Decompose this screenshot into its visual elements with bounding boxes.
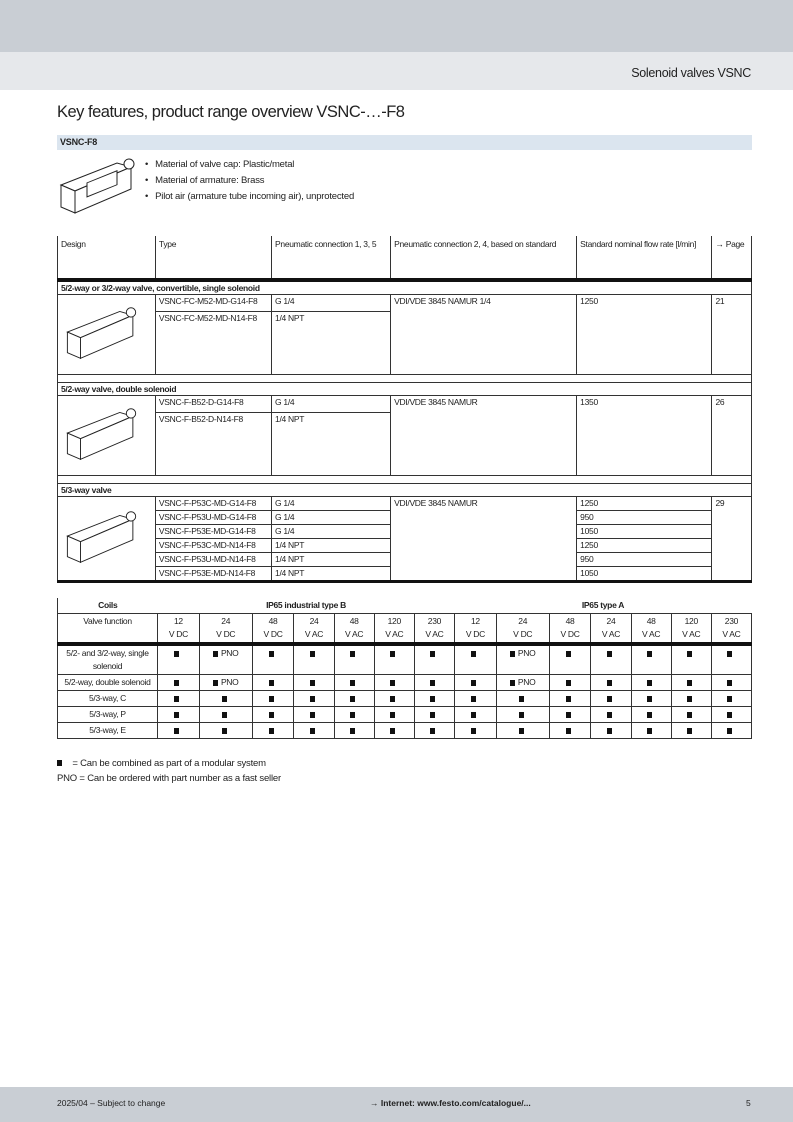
voltage-value: 120: [387, 616, 401, 626]
product-range-table: [57, 236, 752, 583]
square-icon: [510, 651, 515, 657]
voltage-header: [374, 614, 414, 645]
coils-label: Coils: [58, 598, 158, 614]
availability-cell: [631, 644, 671, 675]
availability-cell: [549, 707, 591, 723]
valve-function: 5/2-way, double solenoid: [58, 675, 158, 691]
availability-cell: [454, 723, 496, 739]
square-icon: [57, 760, 62, 766]
footer: [0, 1087, 793, 1122]
page-link[interactable]: 26: [712, 396, 752, 476]
square-icon: [430, 728, 435, 734]
footer-link[interactable]: → Internet: www.festo.com/catalogue/...: [370, 1098, 531, 1108]
pno-badge: PNO: [220, 677, 239, 687]
table-row: [58, 691, 752, 707]
flow-cell: 950: [577, 511, 712, 525]
square-icon: [430, 651, 435, 657]
voltage-unit: V AC: [385, 629, 404, 639]
availability-cell: [199, 675, 252, 691]
square-icon: [310, 712, 315, 718]
type-cell: VSNC-FC-M52-MD-G14-F8: [155, 295, 271, 312]
square-icon: [519, 696, 524, 702]
type-cell: VSNC-F-P53E-MD-N14-F8: [155, 567, 271, 582]
square-icon: [607, 712, 612, 718]
square-icon: [607, 696, 612, 702]
square-icon: [647, 712, 652, 718]
availability-cell: [294, 707, 334, 723]
availability-cell: [549, 723, 591, 739]
voltage-header: [496, 614, 549, 645]
availability-cell: [252, 675, 294, 691]
type-cell: VSNC-FC-M52-MD-N14-F8: [155, 311, 271, 374]
availability-cell: [374, 691, 414, 707]
standard-cell: VDI/VDE 3845 NAMUR 1/4: [391, 295, 577, 375]
square-icon: [647, 651, 652, 657]
square-icon: [350, 712, 355, 718]
type-cell: VSNC-F-P53E-MD-G14-F8: [155, 525, 271, 539]
voltage-value: 24: [221, 616, 231, 626]
availability-cell: [671, 707, 711, 723]
availability-cell: [454, 691, 496, 707]
availability-cell: [591, 707, 631, 723]
connection-cell: 1/4 NPT: [272, 311, 391, 374]
divider: [58, 582, 752, 584]
square-icon: [607, 651, 612, 657]
voltage-header: [454, 614, 496, 645]
square-icon: [566, 696, 571, 702]
voltage-value: 120: [684, 616, 698, 626]
voltage-header: [549, 614, 591, 645]
square-icon: [519, 728, 524, 734]
voltage-unit: V AC: [345, 629, 364, 639]
spacer: [58, 375, 752, 383]
square-icon: [390, 651, 395, 657]
legend: [57, 756, 281, 786]
type-cell: VSNC-F-P53U-MD-N14-F8: [155, 553, 271, 567]
square-icon: [687, 680, 692, 686]
page-title: Key features, product range overview VSNC-…-F8: [57, 103, 405, 121]
availability-cell: [334, 675, 374, 691]
connection-cell: 1/4 NPT: [272, 539, 391, 553]
availability-cell: [252, 723, 294, 739]
square-icon: [510, 680, 515, 686]
square-icon: [174, 728, 179, 734]
availability-cell: [374, 707, 414, 723]
availability-cell: [496, 723, 549, 739]
flow-cell: 1250: [577, 539, 712, 553]
flow-cell: 1050: [577, 525, 712, 539]
type-cell: VSNC-F-P53U-MD-G14-F8: [155, 511, 271, 525]
availability-cell: [631, 675, 671, 691]
square-icon: [607, 728, 612, 734]
connection-cell: 1/4 NPT: [272, 412, 391, 475]
voltage-value: 48: [565, 616, 575, 626]
square-icon: [727, 696, 732, 702]
square-icon: [213, 680, 218, 686]
availability-cell: [158, 691, 200, 707]
voltage-value: 12: [173, 616, 183, 626]
availability-cell: [631, 723, 671, 739]
availability-cell: [496, 691, 549, 707]
square-icon: [269, 728, 274, 734]
square-icon: [350, 696, 355, 702]
square-icon: [310, 728, 315, 734]
availability-cell: [711, 691, 751, 707]
availability-cell: [671, 675, 711, 691]
square-icon: [471, 696, 476, 702]
square-icon: [607, 680, 612, 686]
availability-cell: [199, 707, 252, 723]
availability-cell: [199, 644, 252, 675]
availability-cell: [671, 723, 711, 739]
legend-pno: PNO = Can be ordered with part number as a fast seller: [57, 773, 281, 784]
square-icon: [687, 696, 692, 702]
availability-cell: [711, 644, 751, 675]
square-icon: [222, 728, 227, 734]
flow-cell: 1250: [577, 497, 712, 511]
availability-cell: [199, 691, 252, 707]
voltage-header: [252, 614, 294, 645]
voltage-header: [334, 614, 374, 645]
availability-cell: [374, 675, 414, 691]
square-icon: [566, 651, 571, 657]
availability-cell: [252, 644, 294, 675]
availability-cell: [414, 723, 454, 739]
group-header-b: IP65 industrial type B: [158, 598, 455, 614]
availability-cell: [334, 707, 374, 723]
square-icon: [566, 712, 571, 718]
type-cell: VSNC-F-P53C-MD-G14-F8: [155, 497, 271, 511]
availability-cell: [454, 644, 496, 675]
availability-cell: [631, 691, 671, 707]
availability-cell: [671, 691, 711, 707]
table-row: [58, 675, 752, 691]
square-icon: [566, 680, 571, 686]
availability-cell: [549, 691, 591, 707]
voltage-value: 48: [646, 616, 656, 626]
square-icon: [213, 651, 218, 657]
feature-list: [145, 157, 354, 205]
voltage-header: [631, 614, 671, 645]
connection-cell: G 1/4: [272, 511, 391, 525]
square-icon: [174, 712, 179, 718]
column-header: Design: [58, 236, 156, 280]
voltage-unit: V AC: [601, 629, 621, 639]
availability-cell: [549, 675, 591, 691]
square-icon: [222, 712, 227, 718]
square-icon: [350, 728, 355, 734]
pno-badge: PNO: [517, 648, 536, 658]
availability-cell: [374, 723, 414, 739]
square-icon: [727, 712, 732, 718]
connection-cell: G 1/4: [272, 497, 391, 511]
voltage-unit: V AC: [304, 629, 324, 639]
table-row: [58, 707, 752, 723]
availability-cell: [334, 691, 374, 707]
voltage-unit: V DC: [465, 629, 485, 639]
valve-image: [61, 405, 143, 463]
feature-item: • Material of valve cap: Plastic/metal: [145, 157, 354, 173]
column-header: Pneumatic connection 2, 4, based on standard: [391, 236, 577, 280]
availability-cell: [334, 723, 374, 739]
section-title: Solenoid valves VSNC: [631, 66, 751, 80]
square-icon: [471, 651, 476, 657]
voltage-unit: V AC: [722, 629, 741, 639]
availability-cell: [294, 644, 334, 675]
square-icon: [310, 696, 315, 702]
voltage-value: 230: [724, 616, 739, 626]
square-icon: [310, 680, 315, 686]
valve-image: [61, 304, 143, 362]
availability-cell: [671, 644, 711, 675]
availability-cell: [252, 707, 294, 723]
column-header: Type: [155, 236, 271, 280]
voltage-header: [671, 614, 711, 645]
availability-cell: [591, 723, 631, 739]
square-icon: [269, 651, 274, 657]
square-icon: [174, 696, 179, 702]
availability-cell: [414, 707, 454, 723]
design-cell: [58, 295, 156, 375]
table-row: [58, 295, 752, 312]
voltage-unit: V DC: [560, 629, 580, 639]
square-icon: [390, 728, 395, 734]
availability-cell: [414, 675, 454, 691]
square-icon: [174, 651, 179, 657]
connection-cell: G 1/4: [272, 295, 391, 312]
flow-cell: 1250: [577, 295, 712, 375]
feature-item: • Material of armature: Brass: [145, 173, 354, 189]
voltage-value: 24: [518, 616, 528, 626]
voltage-header: [591, 614, 631, 645]
availability-cell: [294, 691, 334, 707]
availability-cell: [711, 675, 751, 691]
voltage-header: [199, 614, 252, 645]
availability-cell: [294, 675, 334, 691]
group-title: 5/2-way valve, double solenoid: [58, 383, 752, 396]
availability-cell: [199, 723, 252, 739]
square-icon: [390, 680, 395, 686]
pno-badge: PNO: [517, 677, 536, 687]
voltage-unit: V AC: [425, 629, 444, 639]
page-number: 5: [746, 1098, 751, 1108]
availability-cell: [252, 691, 294, 707]
page-link[interactable]: 29: [712, 497, 752, 582]
voltage-value: 48: [268, 616, 278, 626]
availability-cell: [496, 707, 549, 723]
column-header: Standard nominal flow rate [l/min]: [577, 236, 712, 280]
footer-date: 2025/04 – Subject to change: [57, 1098, 166, 1108]
square-icon: [390, 712, 395, 718]
square-icon: [647, 728, 652, 734]
connection-cell: G 1/4: [272, 396, 391, 413]
availability-cell: [591, 675, 631, 691]
connection-cell: 1/4 NPT: [272, 567, 391, 582]
availability-cell: [496, 675, 549, 691]
flow-cell: 1350: [577, 396, 712, 476]
availability-cell: [454, 707, 496, 723]
availability-cell: [374, 644, 414, 675]
voltage-unit: V DC: [513, 629, 533, 639]
column-header: → Page: [712, 236, 752, 280]
top-band: [0, 0, 793, 52]
voltage-header: [294, 614, 334, 645]
square-icon: [350, 651, 355, 657]
voltage-value: 24: [606, 616, 616, 626]
availability-cell: [158, 707, 200, 723]
square-icon: [519, 712, 524, 718]
square-icon: [647, 696, 652, 702]
standard-cell: VDI/VDE 3845 NAMUR: [391, 396, 577, 476]
type-cell: VSNC-F-B52-D-N14-F8: [155, 412, 271, 475]
square-icon: [430, 680, 435, 686]
type-cell: VSNC-F-P53C-MD-N14-F8: [155, 539, 271, 553]
valve-function-label: Valve function: [58, 614, 158, 645]
square-icon: [269, 696, 274, 702]
voltage-unit: V AC: [682, 629, 701, 639]
table-row: [58, 396, 752, 413]
valve-function: 5/3-way, C: [58, 691, 158, 707]
voltage-unit: V DC: [263, 629, 283, 639]
connection-cell: 1/4 NPT: [272, 553, 391, 567]
voltage-unit: V AC: [642, 629, 661, 639]
voltage-header: [414, 614, 454, 645]
coil-table: [57, 598, 752, 739]
square-icon: [430, 712, 435, 718]
square-icon: [566, 728, 571, 734]
availability-cell: [711, 707, 751, 723]
voltage-unit: V DC: [216, 629, 236, 639]
square-icon: [269, 712, 274, 718]
valve-function: 5/2- and 3/2-way, single solenoid: [58, 644, 158, 675]
square-icon: [471, 712, 476, 718]
square-icon: [222, 696, 227, 702]
column-header: Pneumatic connection 1, 3, 5: [272, 236, 391, 280]
availability-cell: [414, 644, 454, 675]
valve-image: [57, 155, 139, 217]
square-icon: [174, 680, 179, 686]
square-icon: [727, 728, 732, 734]
availability-cell: [158, 675, 200, 691]
legend-square: = Can be combined as part of a modular system: [72, 758, 266, 769]
square-icon: [727, 651, 732, 657]
voltage-value: 12: [470, 616, 480, 626]
voltage-unit: V DC: [168, 629, 188, 639]
availability-cell: [631, 707, 671, 723]
spacer: [58, 476, 752, 484]
square-icon: [471, 728, 476, 734]
availability-cell: [158, 723, 200, 739]
availability-cell: [294, 723, 334, 739]
table-row: [58, 644, 752, 675]
design-cell: [58, 396, 156, 476]
square-icon: [727, 680, 732, 686]
group-title: 5/3-way valve: [58, 484, 752, 497]
square-icon: [687, 712, 692, 718]
table-row: [58, 497, 752, 511]
availability-cell: [158, 644, 200, 675]
square-icon: [390, 696, 395, 702]
voltage-value: 48: [349, 616, 359, 626]
feature-item: • Pilot air (armature tube incoming air), unprotected: [145, 189, 354, 205]
square-icon: [687, 728, 692, 734]
square-icon: [471, 680, 476, 686]
product-bar: VSNC-F8: [57, 135, 752, 150]
table-row: [58, 723, 752, 739]
page-link[interactable]: 21: [712, 295, 752, 375]
square-icon: [647, 680, 652, 686]
pno-badge: PNO: [220, 648, 239, 658]
voltage-value: 230: [427, 616, 442, 626]
voltage-header: [158, 614, 200, 645]
availability-cell: [591, 691, 631, 707]
valve-image: [61, 508, 143, 566]
valve-function: 5/3-way, P: [58, 707, 158, 723]
group-title: 5/2-way or 3/2-way valve, convertible, single solenoid: [58, 280, 752, 295]
square-icon: [269, 680, 274, 686]
availability-cell: [549, 644, 591, 675]
type-cell: VSNC-F-B52-D-G14-F8: [155, 396, 271, 413]
availability-cell: [591, 644, 631, 675]
voltage-value: 24: [309, 616, 319, 626]
availability-cell: [414, 691, 454, 707]
connection-cell: G 1/4: [272, 525, 391, 539]
voltage-header: [711, 614, 751, 645]
group-header-a: IP65 type A: [454, 598, 751, 614]
square-icon: [430, 696, 435, 702]
availability-cell: [496, 644, 549, 675]
availability-cell: [711, 723, 751, 739]
availability-cell: [454, 675, 496, 691]
standard-cell: VDI/VDE 3845 NAMUR: [391, 497, 577, 582]
square-icon: [310, 651, 315, 657]
square-icon: [350, 680, 355, 686]
availability-cell: [334, 644, 374, 675]
flow-cell: 950: [577, 553, 712, 567]
square-icon: [687, 651, 692, 657]
valve-function: 5/3-way, E: [58, 723, 158, 739]
flow-cell: 1050: [577, 567, 712, 582]
design-cell: [58, 497, 156, 582]
